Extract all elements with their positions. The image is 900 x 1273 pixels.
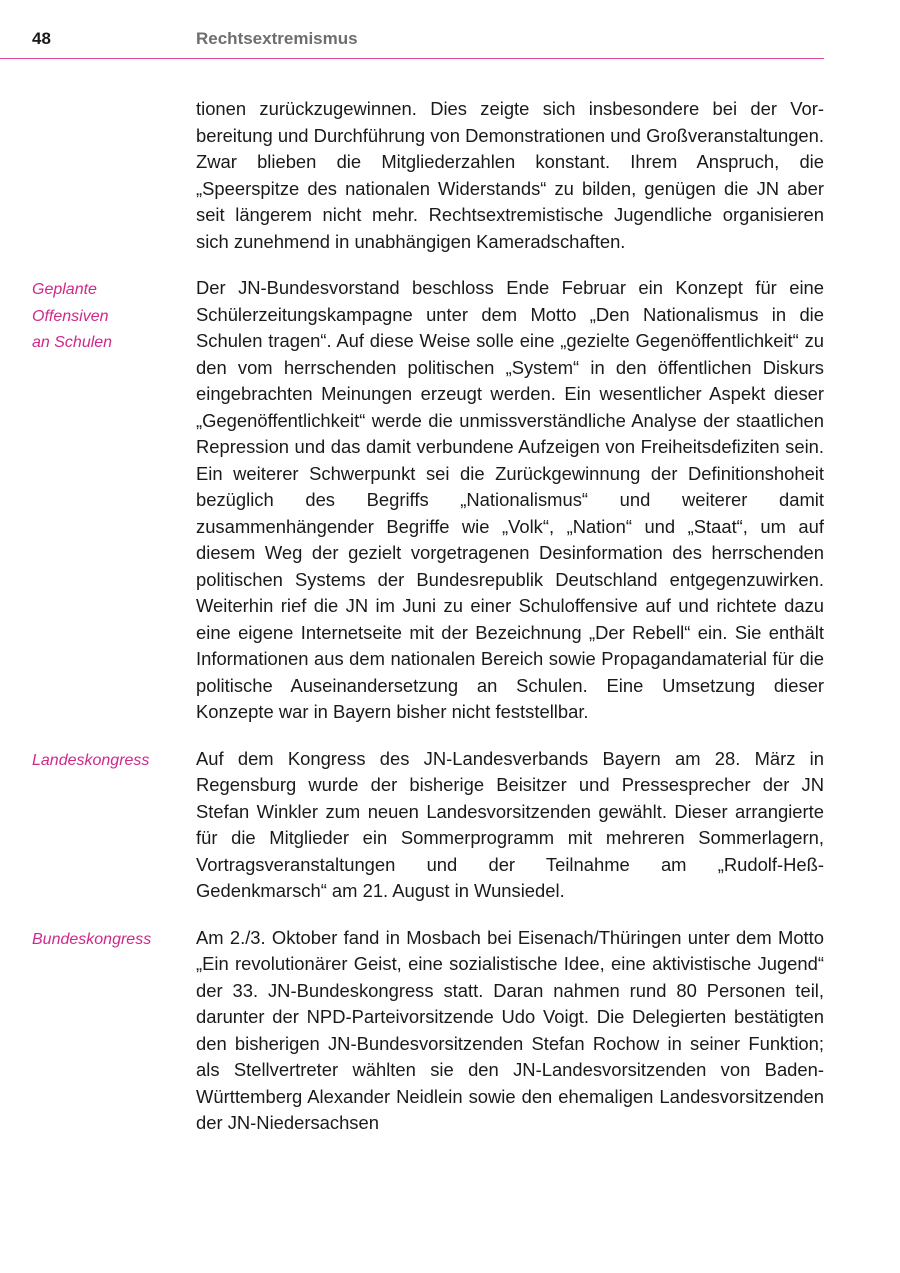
paragraph: Der JN-Bundesvorstand beschloss Ende Februar ein Konzept für eine Schülerzeitungskampagne unter dem Motto „Den Nationalismus in die Schulen tragen“. Auf diese Weise solle eine „gezielte Gegenöffentlichkeit“ zu den vom herrschenden politischen „System“ in den öffentlichen Diskurs eingebrachten Meinungen erzeugt werden. Ein wesentlicher Aspekt dieser „Gegenöffentlichkeit“ werde die unmissverständliche Analyse der staatlichen Repression und das damit verbundene Aufzeigen von Freiheitsdefiziten sein. Ein weiterer Schwerpunkt sei die Zurückgewinnung der Definitionshoheit bezüglich des Begriffs „Nationalismus“ und weiterer damit zusammenhängender Begriffe wie „Volk“, „Nation“ und „Staat“, um auf diesem Weg der gezielt vorgetragenen Desinformation des herrschenden politischen Systems der Bundesrepublik Deutschland entgegenzuwirken. Weiterhin rief die JN im Juni zu einer Schuloffensive auf und richtete dazu eine eigene Internetseite mit der Bezeichnung „Der Rebell“ ein. Sie enthält Informationen aus dem nationalen Bereich sowie Propagandamaterial für die politische Auseinandersetzung an Schulen. Eine Umsetzung dieser Konzepte war in Bayern bisher nicht feststellbar. [196, 277, 824, 722]
margin-note-line: an Schulen [32, 334, 113, 351]
paragraph: tionen zurückzugewinnen. Dies zeigte sich insbesondere bei der Vorbereitung und Durchführung von Demonstrationen und Großveranstaltungen. Zwar blieben die Mitgliederzahlen konstant. Ihrem Anspruch, die „Speerspitze des nationalen Widerstands“ zu bilden, genügen die JN aber seit längerem nicht mehr. Rechtsextremistische Jugendliche organisieren sich zunehmend in unabhängigen Kameradschaften. [196, 98, 824, 252]
margin-note-line: Offensiven [32, 307, 109, 325]
page-content [0, 96, 900, 1157]
margin-note-line: Bundeskongress [32, 930, 152, 948]
running-title: Rechtsextremismus [196, 29, 358, 48]
page-header [0, 0, 824, 59]
section-bundeskongress [0, 925, 900, 1137]
margin-note-line: Landeskongress [32, 751, 150, 769]
section-schulen [0, 275, 900, 726]
section-landeskongress [0, 746, 900, 905]
margin-note [32, 748, 182, 775]
margin-note [32, 927, 182, 954]
section-intro-continuation [0, 96, 900, 255]
paragraph: Auf dem Kongress des JN-Landesverbands Bayern am 28. März in Regensburg wurde der bisherige Beisitzer und Pressesprecher der JN Stefan Winkler zum neuen Landesvorsitzenden gewählt. Dieser arrangierte für die Mitglieder ein Sommerprogramm mit mehreren Sommerlagern, Vortragsveranstaltungen und der Teilnahme am „Rudolf-Heß-Gedenkmarsch“ am 21. August in Wunsiedel. [196, 747, 824, 901]
margin-note-line: Geplante [32, 281, 97, 298]
paragraph: Am 2./3. Oktober fand in Mosbach bei Eisenach/Thüringen unter dem Motto „Ein revolutionärer Geist, eine sozialistische Idee, eine aktivistische Jugend“ der 33. JN-Bundeskongress statt. Daran nahmen rund 80 Personen teil, darunter der NPD-Parteivorsitzende Udo Voigt. Die Delegierten bestätigten den bisherigen JN-Bundesvorsitzenden Stefan Rochow in seiner Funktion; als Stellvertreter wählten sie den JN-Landesvorsitzenden von Baden-Württemberg Alexander Neidlein sowie den ehemaligen Landesvorsitzenden der JN-Niedersachsen [196, 926, 824, 1133]
margin-note [32, 277, 182, 357]
page-number: 48 [32, 29, 51, 48]
